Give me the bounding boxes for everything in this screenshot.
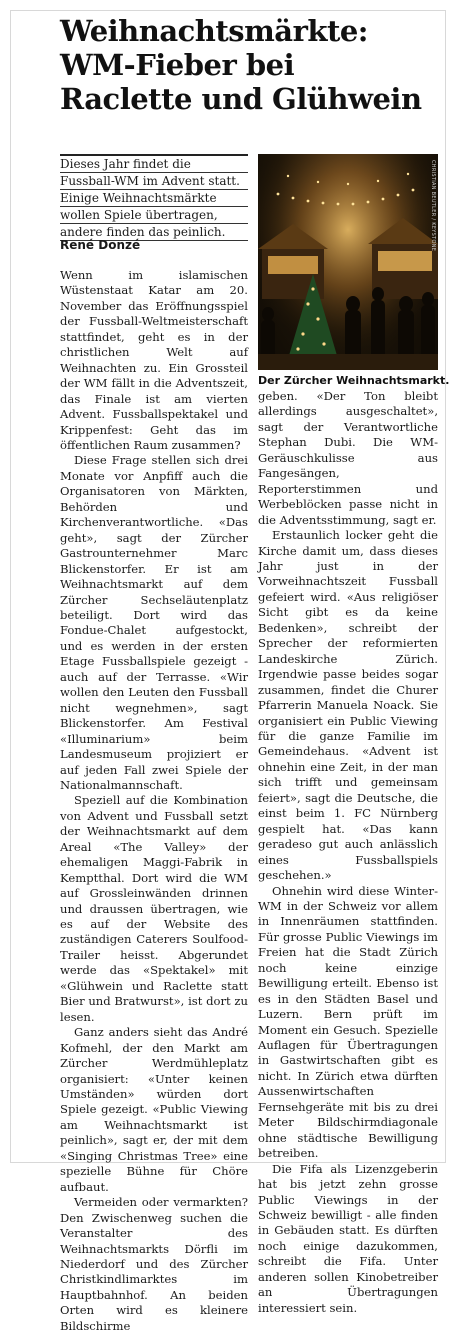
lead-line: andere finden das peinlich. [60, 224, 248, 241]
article-paragraph: Erstaunlich locker geht die Kirche damit um, dass dieses Jahr just in der Vorweihnachtszeit Fussball gefeiert wird. «Aus religiöser Sicht gibt es da keine Bedenken», schreibt der Sprecher der reformierten Landeskirche Zürich. Irgendwie passe beides sogar zusammen, findet die Churer Pfarrerin Manuela Noack. Sie organisiert ein Public Viewing für die ganze Familie im Gemeindehaus. «Advent ist ohnehin eine Zeit, in der man sich trifft und gemeinsam feiert», sagt die Deutsche, die einst beim 1. FC Nürnberg gespielt hat. «Das kann geradeso gut auch anlässlich eines Fussballspiels geschehen.» [258, 528, 438, 883]
lead-line: Fussball-WM im Advent statt. [60, 173, 248, 190]
article-paragraph: Ganz anders sieht das André Kofmehl, der den Markt am Zürcher Werdmühleplatz organisiert: «Unter keinen Umständen» würden dort Spiele gezeigt. «Public Viewing am Weihnachtsmarkt ist peinlich», sagt er, der mit dem «Singing Christmas Tree» eine spezielle Bühne für Chöre aufbaut. [60, 1025, 248, 1194]
lead-line: Einige Weihnachtsmärkte [60, 190, 248, 207]
photo-caption: Der Zürcher Weihnachtsmarkt. [258, 374, 450, 387]
article-paragraph: Die Fifa als Lizenzgeberin hat bis jetzt zehn grosse Public Viewings in der Schweiz bewilligt - alle finden in Gebäuden statt. Es dürften noch einige dazukommen, schreibt die Fifa. Unter anderen sollen Kinobetreiber an Übertragungen interessiert sein. [258, 1161, 438, 1315]
article-column-left [60, 268, 248, 1334]
lead-line: Dieses Jahr findet die [60, 154, 248, 173]
article-paragraph: Vermeiden oder vermarkten? Den Zwischenweg suchen die Veranstalter des Weihnachtsmarkts Dörfli im Niederdorf und des Zürcher Christkindlimarktes im Hauptbahnhof. An beiden Orten wird es kleinere Bildschirme [60, 1195, 248, 1333]
article-paragraph: Speziell auf die Kombination von Advent und Fussball setzt der Weihnachtsmarkt auf dem Areal «The Valley» der ehemaligen Maggi-Fabrik in Kemptthal. Dort wird die WM auf Grossleinwänden drinnen und draussen übertragen, wie es auf der Website des zuständigen Caterers Soulfood-Trailer heisst. Abgerundet werde das «Spektakel» mit «Glühwein und Raclette statt Bier und Bratwurst», ist dort zu lesen. [60, 793, 248, 1024]
photo-credit: CHRISTIAN BEUTLER / KEYSTONE [430, 160, 436, 252]
article-paragraph: Ohnehin wird diese Winter-WM in der Schweiz vor allem in Innenräumen stattfinden. Für grosse Public Viewings im Freien hat die Stadt Zürich noch keine einzige Bewilligung erteilt. Ebenso ist es in den Städten Basel und Luzern. Bern prüft im Moment ein Gesuch. Spezielle Auflagen für Übertragungen in Gastwirtschaften gibt es nicht. In Zürich etwa dürften Aussenwirtschaften Fernsehgeräte mit bis zu drei Meter Bildschirmdiagonale ohne städtische Bewilligung betreiben. [258, 883, 438, 1161]
article-column-right [258, 389, 438, 1316]
article-headline: Weihnachtsmärkte: WM-Fieber bei Raclette und Glühwein [60, 14, 422, 116]
article-paragraph: geben. «Der Ton bleibt allerdings ausgeschaltet», sagt der Verantwortliche Stephan Dubi. Die WM-Geräuschkulisse aus Fangesängen, Reporterstimmen und Werbeblöcken passe nicht in die Adventsstimmung, sagt er. [258, 389, 438, 527]
lead-line: wollen Spiele übertragen, [60, 207, 248, 224]
article-photo [258, 154, 438, 370]
article-paragraph: Wenn im islamischen Wüstenstaat Katar am 20. November das Eröffnungsspiel der Fussball-Weltmeisterschaft stattfindet, geht es in der christlichen Welt auf Weihnachten zu. Ein Grossteil der WM fällt in die Adventszeit, das Finale ist am vierten Advent. Fussballspektakel und Krippenfest: Geht das im öffentlichen Raum zusammen? [60, 268, 248, 452]
christmas-market-image [258, 154, 438, 370]
article-paragraph: Diese Frage stellen sich drei Monate vor Anpfiff auch die Organisatoren von Märkten, Behörden und Kirchenverantwortliche. «Das geht», sagt der Zürcher Gastrounternehmer Marc Blickenstorfer. Er ist am Weihnachtsmarkt auf dem Zürcher Sechseläutenplatz beteiligt. Dort wird das Fondue-Chalet aufgestockt, und es werden in der ersten Etage Fussballspiele gezeigt - auch auf der Terrasse. «Wir wollen den Leuten den Fussball nicht wegnehmen», sagt Blickenstorfer. Am Festival «Illuminarium» beim Landesmuseum projiziert er auf jeden Fall zwei Spiele der Nationalmannschaft. [60, 453, 248, 792]
article-lead [60, 154, 248, 241]
article-author: René Donzé [60, 238, 141, 252]
